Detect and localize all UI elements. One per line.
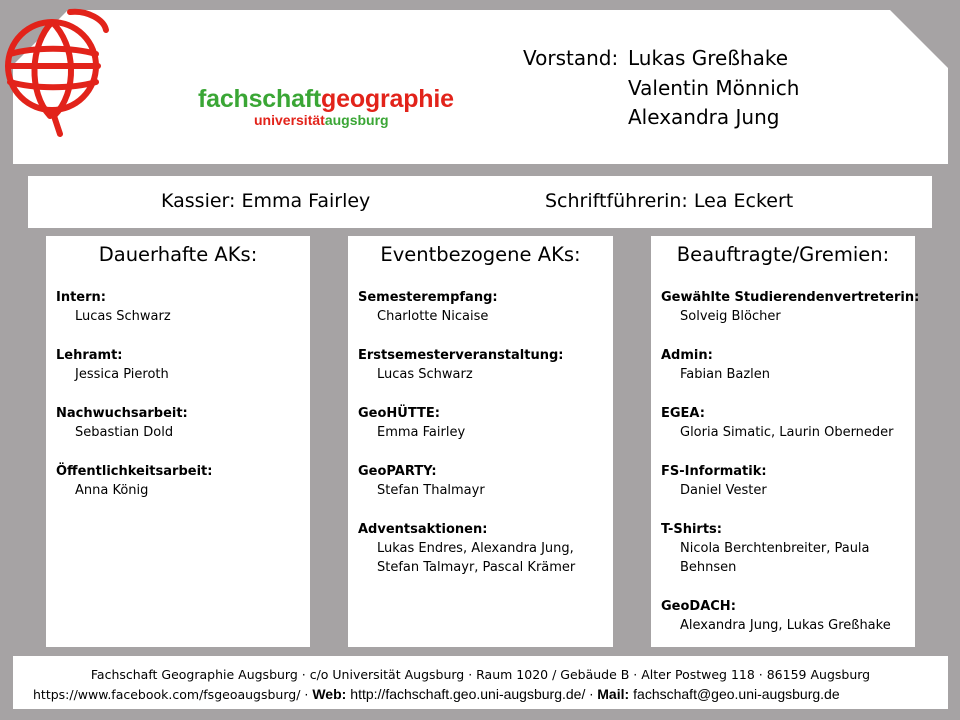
entry-value: Lucas Schwarz xyxy=(75,309,171,325)
entry xyxy=(358,520,607,578)
column-officers-committees xyxy=(651,236,920,647)
entry xyxy=(661,462,909,501)
column-title: Eventbezogene AKs: xyxy=(380,243,581,266)
secretary: Schriftführerin: Lea Eckert xyxy=(545,190,794,212)
mail-label: Mail: xyxy=(597,686,630,702)
entry xyxy=(56,346,304,385)
column-event-aks xyxy=(348,236,613,647)
entry xyxy=(358,404,607,443)
entry xyxy=(358,346,607,385)
header-panel-shape xyxy=(0,0,960,170)
entry-label: T-Shirts: xyxy=(661,521,722,537)
entry-list xyxy=(56,288,304,520)
entry-value: Emma Fairley xyxy=(377,425,466,441)
footer-contact xyxy=(33,685,840,704)
officers-bar xyxy=(28,176,932,228)
entry-label: Öffentlichkeitsarbeit: xyxy=(56,463,213,479)
web-link[interactable]: http://fachschaft.geo.uni-augsburg.de/ xyxy=(350,686,586,702)
entry-label: Nachwuchsarbeit: xyxy=(56,405,188,421)
entry-label: Lehramt: xyxy=(56,347,123,363)
entry-value: Stefan Thalmayr xyxy=(377,482,485,498)
entry-label: Gewählte Studierendenvertreterin: xyxy=(661,290,920,305)
entry-label: GeoHÜTTE: xyxy=(358,405,440,421)
entry-label: Semesterempfang: xyxy=(358,290,498,305)
entry-label: FS-Informatik: xyxy=(661,463,767,479)
board-member: Lukas Greßhake xyxy=(628,46,789,70)
treasurer: Kassier: Emma Fairley xyxy=(161,190,371,212)
entry-value: Lukas Endres, Alexandra Jung, Stefan Talmayr, Pascal Krämer xyxy=(377,540,576,576)
entry xyxy=(661,597,909,636)
entry-value: Fabian Bazlen xyxy=(680,367,771,383)
column-title: Dauerhafte AKs: xyxy=(98,243,258,266)
entry-label: GeoDACH: xyxy=(661,598,736,614)
board-member: Alexandra Jung xyxy=(628,105,780,129)
entry xyxy=(358,462,607,501)
entry-value: Sebastian Dold xyxy=(75,425,174,441)
header-panel xyxy=(0,0,960,170)
entry-value: Alexandra Jung, Lukas Greßhake xyxy=(680,618,891,634)
entry-label: GeoPARTY: xyxy=(358,463,437,479)
logo-word-part1: fachschaft xyxy=(198,85,322,113)
entry-label: Adventsaktionen: xyxy=(358,521,488,537)
facebook-link[interactable]: https://www.facebook.com/fsgeoaugsburg/ xyxy=(33,687,301,702)
entry xyxy=(56,404,304,443)
entry-value: Nicola Berchtenbreiter, Paula Behnsen xyxy=(680,540,870,576)
footer xyxy=(13,656,948,709)
entry xyxy=(56,462,304,501)
entry xyxy=(661,288,920,327)
entry xyxy=(661,404,909,443)
entry-value: Jessica Pieroth xyxy=(75,367,169,383)
entry-value: Charlotte Nicaise xyxy=(377,309,489,325)
entry-value: Gloria Simatic, Laurin Oberneder xyxy=(680,425,894,441)
column-title: Beauftragte/Gremien: xyxy=(676,243,890,266)
board-members xyxy=(628,44,799,133)
entry-value: Anna König xyxy=(75,482,149,498)
entry-label: Erstsemesterveranstaltung: xyxy=(358,347,564,363)
globe-icon xyxy=(0,0,110,138)
footer-address: Fachschaft Geographie Augsburg · c/o Universität Augsburg · Raum 1020 / Gebäude B · Alter Postweg 118 · 86159 Augsburg xyxy=(90,667,871,682)
entry-label: Intern: xyxy=(56,290,106,305)
mail-link[interactable]: fachschaft@geo.uni-augsburg.de xyxy=(633,686,840,702)
logo-wordmark xyxy=(198,84,454,114)
column-permanent-aks xyxy=(46,236,310,647)
entry-label: Admin: xyxy=(661,347,713,363)
entry-value: Daniel Vester xyxy=(680,482,767,498)
footer-separator: · xyxy=(585,687,598,702)
entry-value: Lucas Schwarz xyxy=(377,367,473,383)
entry xyxy=(358,288,607,327)
logo-sub-part1: universität xyxy=(254,112,325,128)
board-label: Vorstand: xyxy=(523,46,619,70)
logo-sub-part2: augsburg xyxy=(324,112,389,128)
entry-list xyxy=(358,288,607,597)
board-member: Valentin Mönnich xyxy=(628,75,800,100)
web-label: Web: xyxy=(312,686,347,702)
entry-value: Solveig Blöcher xyxy=(680,309,781,325)
logo-subline xyxy=(254,112,389,129)
entry xyxy=(661,520,909,578)
entry xyxy=(661,346,909,385)
entry xyxy=(56,288,304,327)
logo-word-part2: geographie xyxy=(321,85,454,113)
footer-separator: · xyxy=(300,687,313,702)
entry-list xyxy=(661,288,920,655)
entry-label: EGEA: xyxy=(661,405,705,421)
